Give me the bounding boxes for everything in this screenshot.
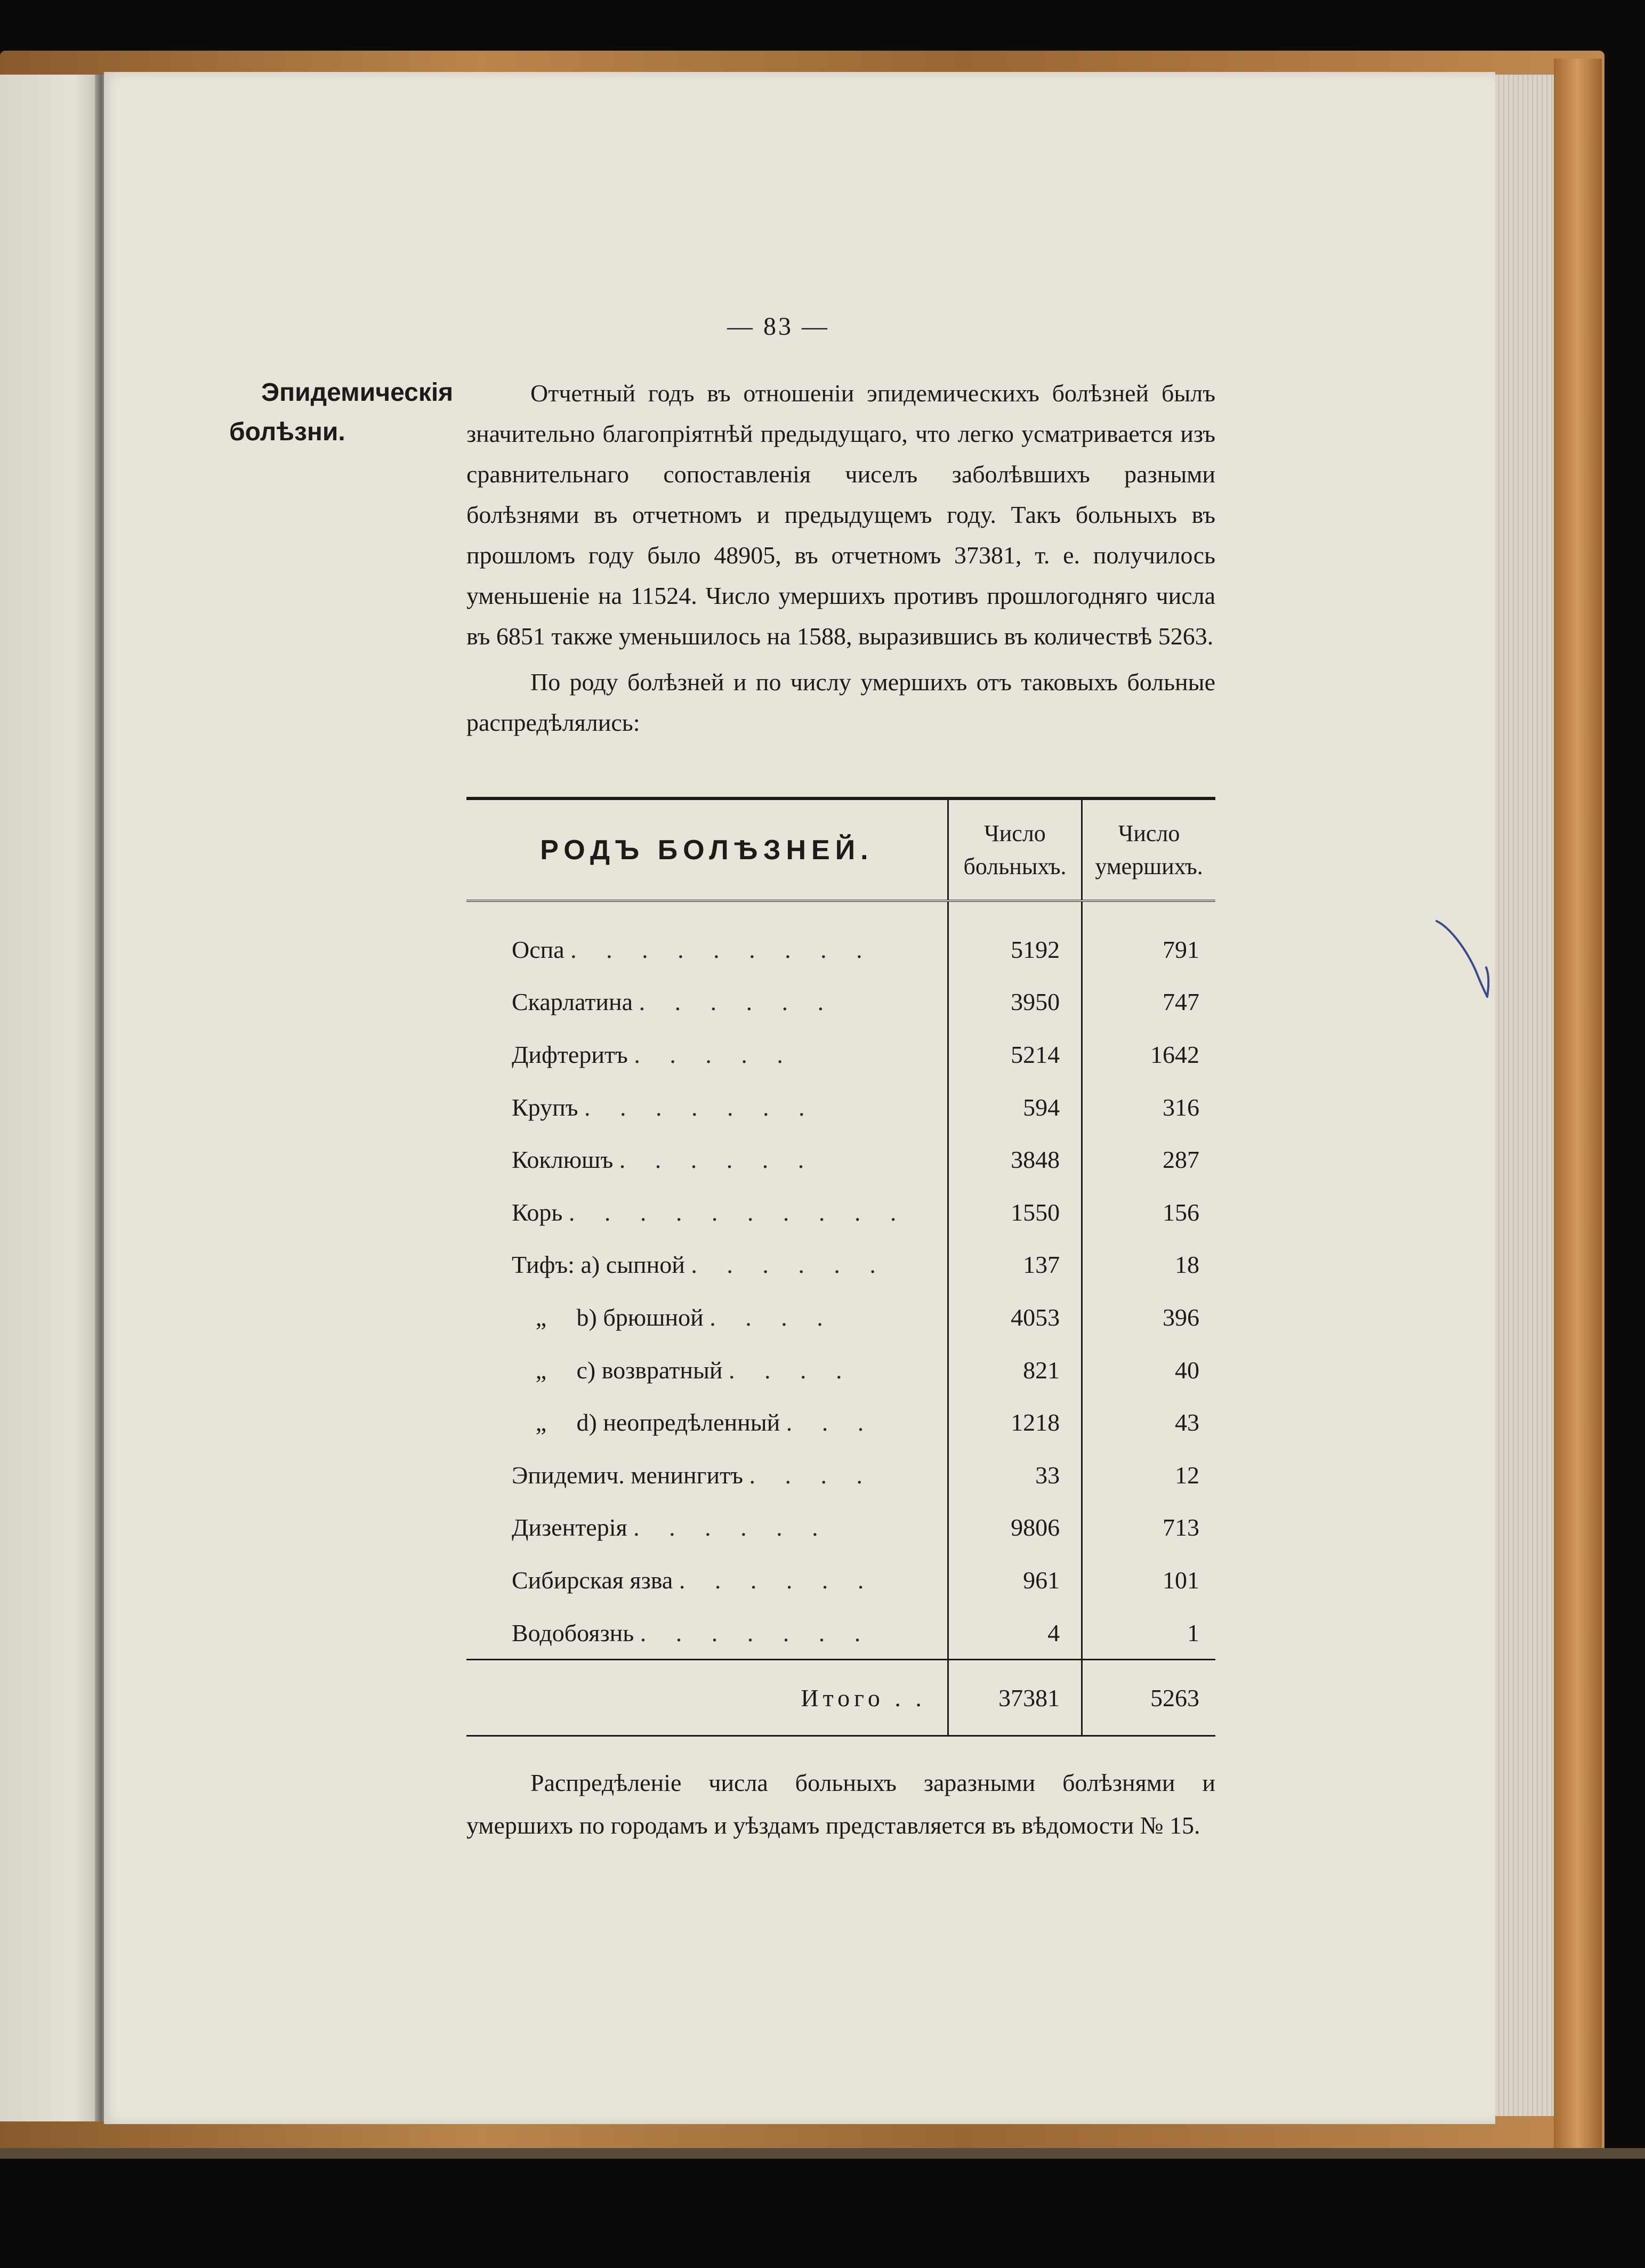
disease-table-body [466, 901, 1215, 1736]
dead-count: 101 [1082, 1554, 1215, 1607]
sick-count: 821 [948, 1344, 1082, 1397]
leader-dots: . . . . . . [619, 1146, 816, 1174]
leader-dots: . . . [786, 1409, 876, 1436]
sick-count: 33 [948, 1449, 1082, 1502]
margin-heading [229, 373, 458, 452]
leader-dots: . . . . . . [679, 1566, 876, 1594]
dead-count: 156 [1082, 1186, 1215, 1239]
leader-dots: . . . . . . . [640, 1619, 873, 1646]
table-row [466, 1239, 1215, 1292]
sick-count: 1550 [948, 1186, 1082, 1239]
disease-table [466, 797, 1215, 1737]
ditto-mark: „ [535, 1356, 547, 1384]
table-row [466, 1081, 1215, 1134]
sick-count: 4 [948, 1607, 1082, 1660]
dead-count: 316 [1082, 1081, 1215, 1134]
margin-heading-line-2: болѣзни. [229, 418, 345, 446]
dead-count: 791 [1082, 901, 1215, 976]
disease-name: Дифтеритъ [512, 1040, 628, 1068]
disease-name: Корь [512, 1198, 563, 1226]
leader-dots: . . . . [709, 1303, 835, 1331]
sick-count: 5192 [948, 901, 1082, 976]
total-label: Итого . . [466, 1660, 948, 1736]
table-header-row [466, 798, 1215, 901]
total-row [466, 1660, 1215, 1736]
dead-count: 747 [1082, 976, 1215, 1029]
disease-name: Скарлатина [512, 988, 633, 1016]
dead-count: 12 [1082, 1449, 1215, 1502]
dead-count: 1 [1082, 1607, 1215, 1660]
header-sick-count [948, 798, 1082, 901]
table-row [466, 1344, 1215, 1397]
sick-count: 3950 [948, 976, 1082, 1029]
paragraph-1: Отчетный годъ въ отношеніи эпидемическихъ болѣзней былъ значительно благопріятнѣй предыдущаго, что легко усматривается изъ сравнительнаго сопоставленія чиселъ заболѣвшихъ разными болѣзнями въ отчетномъ и предыдущемъ году. Такъ больныхъ въ прошломъ году было 48905, въ отчетномъ 37381, т. е. получилось уменьшеніе на 11524. Число умершихъ противъ прошлогодняго числа въ 6851 также уменьшилось на 1588, выразившись въ количествѣ 5263. [466, 380, 1215, 650]
leader-dots: . . . . . . [633, 1514, 830, 1541]
table-row [466, 1607, 1215, 1660]
paragraph-2: По роду болѣзней и по числу умершихъ отъ таковыхъ больные распредѣлялись: [466, 668, 1215, 736]
sick-count: 5214 [948, 1028, 1082, 1081]
header-sick-line-1: Число [984, 820, 1046, 846]
bottom-cover-edge [0, 2148, 1645, 2159]
leader-dots: . . . . . . . . . [570, 935, 874, 963]
page-edges [1495, 75, 1554, 2116]
closing-paragraph: Распредѣленіе числа больныхъ заразными болѣзнями и умершихъ по городамъ и уѣздамъ представляется въ вѣдомости № 15. [466, 1769, 1215, 1839]
table-row [466, 901, 1215, 976]
disease-name: d) неопредѣленный [576, 1409, 780, 1436]
sick-count: 137 [948, 1239, 1082, 1292]
leader-dots: . . . . . [634, 1040, 795, 1068]
dead-count: 40 [1082, 1344, 1215, 1397]
closing-text [466, 1762, 1215, 1847]
leader-dots: . . . . . . [691, 1251, 888, 1279]
left-page-edge [0, 75, 107, 2121]
header-sick-line-2: больныхъ. [963, 853, 1067, 879]
disease-name: Эпидемич. менингитъ [512, 1461, 744, 1489]
leader-dots: . . . . [749, 1461, 875, 1489]
table-row [466, 1186, 1215, 1239]
sick-count: 9806 [948, 1502, 1082, 1554]
dead-count: 43 [1082, 1396, 1215, 1449]
dead-count: 287 [1082, 1133, 1215, 1186]
pen-mark [1434, 917, 1493, 1002]
leader-dots: . . . . . . . . . . [568, 1198, 908, 1226]
table-row [466, 1291, 1215, 1344]
leader-dots: . . . . . . [639, 988, 836, 1016]
sick-count: 1218 [948, 1396, 1082, 1449]
sick-count: 961 [948, 1554, 1082, 1607]
disease-name: Оспа [512, 935, 565, 963]
disease-name: Дизентерія [512, 1514, 627, 1541]
leader-dots: . . . . . . . [584, 1093, 817, 1121]
table-row [466, 1554, 1215, 1607]
disease-name: Коклюшъ [512, 1146, 614, 1174]
table-row [466, 976, 1215, 1029]
sick-count: 594 [948, 1081, 1082, 1134]
sick-count: 4053 [948, 1291, 1082, 1344]
header-dead-line-2: умершихъ. [1095, 853, 1203, 879]
disease-name: c) возвратный [576, 1356, 723, 1384]
ditto-mark: „ [535, 1303, 547, 1331]
leader-dots: . . . . [729, 1356, 854, 1384]
table-row [466, 1028, 1215, 1081]
body-text [466, 373, 1215, 743]
margin-heading-line-1: Эпидемическія [261, 378, 454, 407]
disease-name: b) брюшной [576, 1303, 704, 1331]
table-row [466, 1396, 1215, 1449]
disease-name: Водобоязнь [512, 1619, 634, 1646]
dead-count: 1642 [1082, 1028, 1215, 1081]
dead-count: 396 [1082, 1291, 1215, 1344]
total-sick: 37381 [948, 1660, 1082, 1736]
table-row [466, 1133, 1215, 1186]
sick-count: 3848 [948, 1133, 1082, 1186]
header-dead-line-1: Число [1118, 820, 1180, 846]
right-cover-edge [1554, 59, 1602, 2148]
total-dead: 5263 [1082, 1660, 1215, 1736]
ditto-mark: „ [535, 1409, 547, 1436]
disease-name: Сибирская язва [512, 1566, 673, 1594]
disease-name: Крупъ [512, 1093, 578, 1121]
header-disease-type: РОДЪ БОЛѢЗНЕЙ. [466, 798, 948, 901]
header-dead-count [1082, 798, 1215, 901]
dead-count: 713 [1082, 1502, 1215, 1554]
row-prefix: Тифъ: [512, 1251, 575, 1279]
table-row [466, 1502, 1215, 1554]
dead-count: 18 [1082, 1239, 1215, 1292]
table-row [466, 1449, 1215, 1502]
disease-name: a) сыпной [580, 1251, 685, 1279]
page-number: — 83 — [727, 312, 829, 341]
